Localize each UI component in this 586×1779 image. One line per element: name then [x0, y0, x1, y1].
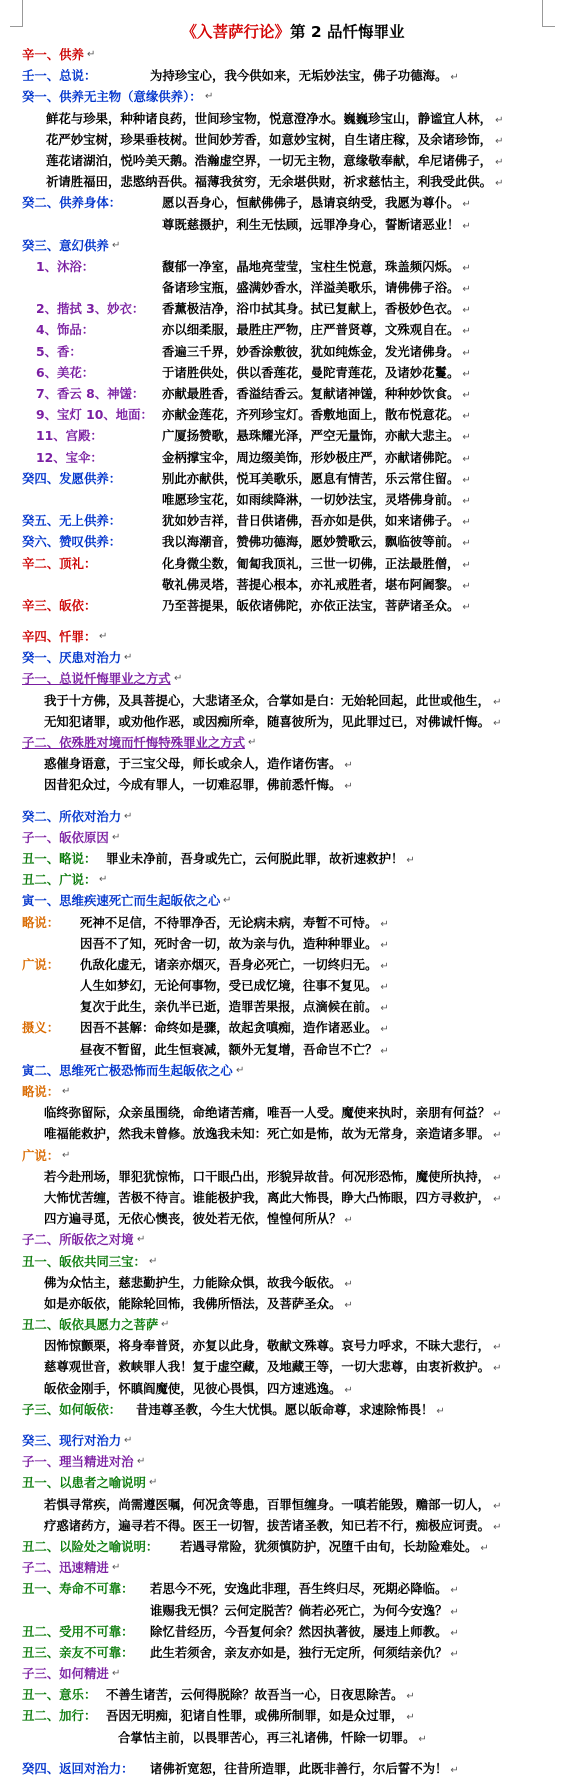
paragraph-mark-icon: ↵ [124, 1435, 133, 1446]
paragraph-mark-icon: ↵ [112, 1562, 121, 1574]
verse-text: 若今赴刑场，罪犯犹惊怖，口干眼凸出，形貌异故昔。何况形恐怖，魔使所执持， ↵ [44, 1168, 502, 1184]
verse-text: 亦以细柔服，最胜庄严物，庄严普贤尊，文殊观自在。 ↵ [162, 322, 471, 338]
document-line [0, 44, 586, 65]
document-line [0, 1102, 586, 1123]
paragraph-mark-icon: ↵ [462, 347, 471, 359]
document-line [0, 1017, 586, 1038]
paragraph-mark-icon: ↵ [480, 1542, 489, 1554]
verse-text: 若遇寻常险，犹须慎防护，况堕千由旬，长劫险难处。 ↵ [180, 1538, 489, 1554]
paragraph-mark-icon: ↵ [112, 1668, 121, 1680]
document-line [0, 912, 586, 933]
document-line [0, 1187, 586, 1208]
paragraph-mark-icon: ↵ [344, 1278, 353, 1290]
document-line [0, 1081, 586, 1102]
document-line [0, 933, 586, 954]
verse-text: 敬礼佛灵塔，菩提心根本，亦礼戒胜者，堪布阿阇黎。 ↵ [162, 576, 471, 592]
paragraph-mark-icon: ↵ [112, 239, 121, 251]
document-line [0, 1378, 586, 1399]
paragraph-mark-icon: ↵ [495, 135, 504, 147]
paragraph-mark-icon: ↵ [248, 737, 257, 748]
document-line [0, 574, 586, 595]
document-line [0, 1600, 586, 1621]
verse-text: 犹如妙吉祥，昔日供诸佛，吾亦如是供，如来诸佛子。 ↵ [162, 513, 471, 529]
document-line [0, 383, 586, 404]
document-line [0, 616, 586, 626]
document-line [0, 65, 586, 86]
outline-heading: 11、宫殿： [36, 428, 103, 444]
verse-text: 花严妙宝树，珍果垂枝树。世间妙芳香，如意妙宝树，自生诸庄稼，及余诸珍饰， ↵ [46, 131, 504, 147]
outline-heading: 丑一、皈依共同三宝： [22, 1253, 146, 1269]
document-line [0, 1758, 586, 1779]
paragraph-mark-icon: ↵ [62, 1149, 71, 1161]
paragraph-mark-icon: ↵ [493, 1521, 502, 1533]
verse-text: 莲花诸湖泊，悦吟美天鹅。浩瀚虚空界，一切无主物，意缘敬奉献，牟尼诸佛子， ↵ [46, 152, 504, 168]
paragraph-mark-icon: ↵ [236, 1064, 245, 1076]
document-line [0, 806, 586, 827]
verse-text: 皈依金刚手，怀瞋阎魔使，见彼心畏惧，四方速逃逸。 ↵ [44, 1380, 353, 1396]
verse-text: 合掌怙主前，以畏罪苦心，再三礼诸佛，忏除一切罪。 ↵ [118, 1729, 427, 1745]
verse-text: 惑催身语意，于三宝父母，师长或余人，造作诸伤害。 ↵ [44, 756, 353, 772]
document-line [0, 214, 586, 235]
verse-text: 佛为众怙主，慈悲勤护生，力能除众惧，故我今皈依。 ↵ [44, 1274, 353, 1290]
outline-heading: 子三、如何皈依： [22, 1401, 122, 1417]
paragraph-mark-icon: ↵ [344, 1384, 353, 1396]
outline-heading: 2、揩拭 3、妙衣： [36, 301, 145, 317]
document-line [0, 256, 586, 277]
paragraph-mark-icon: ↵ [450, 1585, 459, 1597]
outline-heading: 略说： [22, 914, 60, 930]
verse-text: 香薰极洁净，浴巾拭其身。拭已复献上，香极妙色衣。 ↵ [162, 301, 471, 317]
outline-heading: 子二、迅速精进 [22, 1560, 109, 1576]
paragraph-mark-icon: ↵ [495, 178, 504, 190]
document-line [0, 86, 586, 107]
document-line [0, 1208, 586, 1229]
document-line [0, 192, 586, 213]
document-line [0, 1399, 586, 1420]
document-line [0, 150, 586, 171]
outline-heading: 7、香云 8、神馐： [36, 386, 145, 401]
outline-heading: 5、香： [36, 343, 82, 359]
paragraph-mark-icon: ↵ [462, 390, 471, 401]
verse-text: 如是亦皈依，能除轮回怖，我佛所悟法，及菩萨圣众。 ↵ [44, 1295, 353, 1311]
outline-heading: 摄义： [22, 1020, 60, 1036]
outline-heading: 丑二、受用不可靠： [22, 1623, 134, 1639]
verse-text: 金柄撑宝伞，周边缀美饰，形妙极庄严，亦献诸佛陀。 ↵ [162, 449, 471, 465]
document-line [0, 531, 586, 552]
document-line [0, 319, 586, 340]
document-line [0, 954, 586, 975]
document-line [0, 553, 586, 574]
verse-text: 人生如梦幻，无论何事物，受已成忆境，往事不复见。 ↵ [80, 978, 389, 994]
paragraph-mark-icon: ↵ [462, 559, 471, 571]
document-line [0, 1727, 586, 1748]
outline-heading: 6、美花： [36, 364, 95, 380]
outline-heading: 癸四、发愿供养： [22, 470, 122, 486]
outline-heading: 辛三、皈依： [22, 597, 97, 613]
outline-heading: 丑二、以险处之喻说明： [22, 1538, 159, 1554]
outline-heading: 丑一、以患者之喻说明 [22, 1475, 146, 1491]
outline-heading: 癸六、赞叹供养： [22, 534, 122, 550]
paragraph-mark-icon: ↵ [462, 432, 471, 444]
outline-heading: 广说： [22, 1147, 60, 1163]
paragraph-mark-icon: ↵ [462, 284, 471, 296]
outline-heading: 4、饰品： [36, 322, 95, 338]
paragraph-mark-icon: ↵ [462, 220, 471, 232]
verse-text: 我于十方佛，及具菩提心，大悲诸圣众，合掌如是白：无始轮回起，此世或他生， ↵ [44, 692, 502, 708]
outline-heading: 丑一、意乐： [22, 1687, 97, 1703]
outline-heading: 丑二、加行： [22, 1708, 97, 1724]
paragraph-mark-icon: ↵ [149, 1477, 158, 1489]
document-line [0, 1145, 586, 1166]
verse-text: 疗惑诸药方，遍寻若不得。医王一切智，拔苦诸圣教，知已若不行，痴极应诃责。 ↵ [44, 1517, 502, 1533]
outline-heading: 癸一、厌患对治力 [22, 650, 122, 666]
document-line [0, 595, 586, 616]
verse-text: 馥郁一净室，晶地亮莹莹，宝柱生悦意，珠盖频闪烁。 ↵ [162, 258, 471, 274]
paragraph-mark-icon: ↵ [87, 49, 96, 60]
paragraph-mark-icon: ↵ [418, 1733, 427, 1745]
document-line [0, 774, 586, 795]
document-line [0, 510, 586, 531]
document-line [0, 753, 586, 774]
document-line [0, 468, 586, 489]
paragraph-mark-icon: ↵ [124, 810, 133, 822]
verse-text: 为持珍宝心，我今供如来，无垢妙法宝，佛子功德海。 ↵ [150, 68, 459, 84]
paragraph-mark-icon: ↵ [493, 717, 502, 729]
verse-text: 因吾不了知，死时舍一切，故为亲与仇，造种种罪业。 ↵ [80, 935, 389, 951]
document-line [0, 298, 586, 319]
verse-text: 因吾不甚解：命终如是骤，故起贪嗔痴，造作诸恶业。 ↵ [80, 1020, 389, 1036]
paragraph-mark-icon: ↵ [462, 262, 471, 274]
paragraph-mark-icon: ↵ [462, 199, 471, 211]
paragraph-mark-icon: ↵ [380, 1045, 389, 1057]
paragraph-mark-icon: ↵ [462, 538, 471, 550]
document-line [0, 425, 586, 446]
paragraph-mark-icon: ↵ [450, 1627, 459, 1639]
paragraph-mark-icon: ↵ [493, 1363, 502, 1375]
document-line [0, 690, 586, 711]
document-line [0, 341, 586, 362]
paragraph-mark-icon: ↵ [493, 1130, 502, 1142]
verse-text: 化身微尘数，匍匐我顶礼，三世一切佛，正法最胜僧， ↵ [162, 555, 471, 571]
document-line [0, 404, 586, 425]
outline-heading: 子二、所皈依之对境 [22, 1232, 134, 1248]
document-line [0, 1515, 586, 1536]
outline-heading: 广说： [22, 956, 60, 972]
verse-text: 别此亦献供，悦耳美歌乐，愿息有情苦，乐云常住留。 ↵ [162, 470, 471, 486]
verse-text: 昔违尊圣教，今生大忧惧。愿以皈命尊，求速除怖畏！ ↵ [136, 1401, 445, 1417]
document-line [0, 1229, 586, 1250]
paragraph-mark-icon: ↵ [99, 631, 108, 643]
paragraph-mark-icon: ↵ [462, 474, 471, 486]
document-line [0, 732, 586, 753]
title-book-name: 《入菩萨行论》 [181, 23, 290, 41]
document-line [0, 848, 586, 869]
outline-heading: 丑一、略说： [22, 850, 97, 866]
document-line [0, 1536, 586, 1557]
document-line [0, 1684, 586, 1705]
document-line [0, 447, 586, 468]
paragraph-mark-icon: ↵ [380, 918, 389, 930]
outline-heading: 辛一、供养 [22, 47, 84, 62]
paragraph-mark-icon: ↵ [124, 652, 133, 664]
outline-heading: 癸二、所依对治力 [22, 808, 122, 824]
verse-text: 昼夜不暂留，此生恒衰减，额外无复增，吾命岂不亡？ ↵ [80, 1041, 389, 1057]
outline-heading: 子三、如何精进 [22, 1666, 109, 1682]
document-line [0, 1578, 586, 1599]
paragraph-mark-icon: ↵ [62, 1086, 71, 1097]
paragraph-mark-icon: ↵ [344, 760, 353, 772]
document-line [0, 1705, 586, 1726]
document-line [0, 647, 586, 668]
document-line [0, 1451, 586, 1472]
paragraph-mark-icon: ↵ [380, 982, 389, 994]
document-line [0, 1420, 586, 1430]
outline-heading: 丑三、亲友不可靠： [22, 1644, 134, 1660]
outline-heading: 壬一、总说： [22, 68, 97, 84]
verse-text: 此生若须舍，亲友亦如是，独行无定所，何须结亲仇？ ↵ [150, 1644, 459, 1660]
paragraph-mark-icon: ↵ [462, 411, 471, 423]
outline-heading: 癸三、意幻供养 [22, 237, 109, 253]
document-line [0, 1748, 586, 1758]
outline-heading: 寅一、思维疾速死亡而生起皈依之心 [22, 893, 221, 909]
outline-heading: 癸三、现行对治力 [22, 1433, 122, 1448]
paragraph-mark-icon: ↵ [205, 91, 214, 103]
outline-heading: 癸一、供养无主物（意缘供养）： [22, 89, 202, 105]
paragraph-mark-icon: ↵ [436, 1405, 445, 1417]
document-line [0, 1314, 586, 1335]
document-line [0, 975, 586, 996]
paragraph-mark-icon: ↵ [493, 1342, 502, 1354]
paragraph-mark-icon: ↵ [462, 368, 471, 380]
verse-text: 亦献金莲花，齐列珍宝灯。香敷地面上，散布悦意花。 ↵ [162, 407, 471, 423]
document-line [0, 1663, 586, 1684]
document-line [0, 1472, 586, 1493]
paragraph-mark-icon: ↵ [406, 1712, 415, 1724]
verse-text: 若思今不死，安逸此非理，吾生终归尽，死期必降临。 ↵ [150, 1581, 459, 1597]
paragraph-mark-icon: ↵ [137, 1456, 146, 1468]
paragraph-mark-icon: ↵ [161, 1319, 170, 1331]
verse-text: 临终弥留际，众亲虽围绕，命绝诸苦痛，唯吾一人受。魔使来执时，亲朋有何益？ ↵ [44, 1105, 502, 1121]
outline-heading: 略说： [22, 1084, 60, 1099]
paragraph-mark-icon: ↵ [493, 1193, 502, 1205]
verse-text: 慈尊观世音，救峡罪人我！复于虚空藏，及地藏王等，一切大悲尊，由衷祈救护。 ↵ [44, 1359, 502, 1375]
verse-text: 我以海潮音，赞佛功德海，愿妙赞歌云，飘临彼等前。 ↵ [162, 534, 471, 550]
paragraph-mark-icon: ↵ [380, 960, 389, 972]
outline-heading: 9、宝灯 10、地面： [36, 407, 153, 423]
document-line [0, 711, 586, 732]
paragraph-mark-icon: ↵ [174, 673, 183, 685]
verse-text: 谁赐我无惧？云何定脱苦？倘若必死亡，为何今安逸？ ↵ [150, 1602, 459, 1618]
document-line [0, 1335, 586, 1356]
document-line [0, 1621, 586, 1642]
document-line [0, 129, 586, 150]
verse-text: 除忆昔经历，今吾复何余？然因执著彼，屡违上师教。 ↵ [150, 1623, 459, 1639]
verse-text: 唯福能救护，然我未曾修。放逸我未知：死亡如是怖，故为无常身，亲造诸多罪。 ↵ [44, 1126, 502, 1142]
paragraph-mark-icon: ↵ [99, 874, 108, 886]
document-line [0, 668, 586, 689]
verse-text: 备诸珍宝瓶，盛满妙香水，洋溢美歌乐，请佛佛子浴。 ↵ [162, 280, 471, 296]
document-title [0, 20, 586, 42]
document-line [0, 489, 586, 510]
document-line [0, 869, 586, 890]
verse-text: 罪业未净前，吾身或先亡，云何脱此罪，故祈速救护！ ↵ [106, 850, 415, 866]
document-line [0, 1642, 586, 1663]
outline-heading: 癸二、供养身体： [22, 195, 122, 211]
title-chapter: 第 2 品忏悔罪业 [289, 23, 405, 41]
verse-text: 于诸胜供处，供以香莲花，曼陀青莲花，及诸妙花鬘。 ↵ [162, 364, 471, 380]
paragraph-mark-icon: ↵ [223, 895, 232, 907]
outline-heading: 寅二、思维死亡极恐怖而生起皈依之心 [22, 1062, 233, 1078]
verse-text: 亦献最胜香，香溢结香云。复献诸神馐，种种妙饮食。 ↵ [162, 386, 471, 401]
paragraph-mark-icon: ↵ [450, 1648, 459, 1660]
paragraph-mark-icon: ↵ [112, 831, 121, 843]
paragraph-mark-icon: ↵ [344, 1299, 353, 1311]
paragraph-mark-icon: ↵ [450, 1606, 459, 1618]
paragraph-mark-icon: ↵ [493, 696, 502, 708]
verse-text: 香遍三千界，妙香涂敷彼，犹如纯炼金，发光诸佛身。 ↵ [162, 343, 471, 359]
paragraph-mark-icon: ↵ [493, 1500, 502, 1512]
outline-heading: 癸四、返回对治力： [22, 1760, 134, 1776]
paragraph-mark-icon: ↵ [462, 601, 471, 613]
document-line [0, 1039, 586, 1060]
document-line [0, 796, 586, 806]
document-line [0, 277, 586, 298]
outline-heading: 丑二、广说： [22, 872, 97, 888]
outline-heading: 子一、总说忏悔罪业之方式 [22, 671, 171, 687]
outline-heading: 12、宝伞： [36, 449, 103, 465]
outline-heading: 癸五、无上供养： [22, 513, 122, 529]
verse-text: 因昔犯众过，今成有罪人，一切难忍罪，佛前悉忏悔。 ↵ [44, 777, 353, 793]
document-line [0, 362, 586, 383]
verse-text: 鲜花与珍果，种种诸良药，世间珍宝物，悦意澄净水。巍巍珍宝山，静谧宜人林， ↵ [46, 110, 504, 126]
document-line [0, 171, 586, 192]
paragraph-mark-icon: ↵ [380, 1024, 389, 1036]
paragraph-mark-icon: ↵ [462, 326, 471, 338]
document-line [0, 1356, 586, 1377]
document-body [0, 44, 586, 1779]
verse-text: 诸佛祈宽恕，往昔所造罪，此既非善行，尔后誓不为！ ↵ [150, 1760, 459, 1776]
outline-heading: 丑一、寿命不可靠： [22, 1581, 134, 1597]
paragraph-mark-icon: ↵ [450, 72, 459, 84]
outline-heading: 辛二、顶礼： [22, 555, 97, 571]
verse-text: 愿以吾身心，恒献佛佛子，恳请哀纳受，我愿为尊仆。 ↵ [162, 195, 471, 211]
paragraph-mark-icon: ↵ [406, 1691, 415, 1703]
outline-heading: 子一、皈依原因 [22, 829, 109, 845]
paragraph-mark-icon: ↵ [462, 580, 471, 592]
document-line [0, 1060, 586, 1081]
paragraph-mark-icon: ↵ [406, 854, 415, 866]
verse-text: 大怖忧苦缠，苦极不待言。谁能极护我，离此大怖畏，睁大凸怖眼，四方寻救护， ↵ [44, 1189, 502, 1205]
paragraph-mark-icon: ↵ [493, 1109, 502, 1121]
verse-text: 若惧寻常疾，尚需遵医嘱，何况贪等患，百罪恒缠身。一嗔若能毁，赡部一切人， ↵ [44, 1496, 502, 1512]
verse-text: 无知犯诸罪，或劝他作恶，或因痴所牵，随喜彼所为，见此罪过已，对佛诚忏悔。 ↵ [44, 713, 502, 729]
verse-text: 因怖惊颤栗，将身奉普贤，亦复以此身，敬献文殊尊。哀号力呼求，不昧大悲行， ↵ [44, 1338, 502, 1354]
document-line [0, 235, 586, 256]
document-line [0, 108, 586, 129]
verse-text: 广厦扬赞歌，悬珠耀光泽，严空无量饰，亦献大悲主。 ↵ [162, 428, 471, 444]
paragraph-mark-icon: ↵ [380, 1003, 389, 1015]
document-line [0, 1251, 586, 1272]
outline-heading: 子二、依殊胜对境而忏悔特殊罪业之方式 [22, 735, 246, 750]
paragraph-mark-icon: ↵ [344, 781, 353, 793]
outline-heading: 1、沐浴： [36, 258, 95, 274]
paragraph-mark-icon: ↵ [495, 156, 504, 168]
paragraph-mark-icon: ↵ [462, 453, 471, 465]
outline-heading: 辛四、忏罪： [22, 629, 97, 645]
verse-text: 唯愿珍宝花，如雨续降淋，一切妙法宝，灵塔佛身前。 ↵ [162, 491, 471, 507]
paragraph-mark-icon: ↵ [493, 1172, 502, 1184]
verse-text: 吾因无明痴，犯诸自性罪，或佛所制罪，如是众过罪， ↵ [106, 1708, 415, 1724]
paragraph-mark-icon: ↵ [344, 1215, 353, 1227]
document-line [0, 1123, 586, 1144]
document-line [0, 1293, 586, 1314]
paragraph-mark-icon: ↵ [380, 939, 389, 951]
document-line [0, 890, 586, 911]
paragraph-mark-icon: ↵ [450, 1764, 459, 1776]
document-line [0, 827, 586, 848]
outline-heading: 丑二、皈依具愿力之菩萨 [22, 1317, 159, 1333]
paragraph-mark-icon: ↵ [462, 305, 471, 317]
paragraph-mark-icon: ↵ [462, 495, 471, 507]
verse-text: 祈请胜福田，悲愍纳吾供。福薄我贫穷，无余堪供财，祈求慈怙主，利我受此供。 ↵ [46, 174, 504, 190]
verse-text: 四方遍寻觅，无依心懊丧，彼处若无依，惶惶何所从？ ↵ [44, 1211, 353, 1227]
verse-text: 仇敌化虚无，诸亲亦烟灭，吾身必死亡，一切终归无。 ↵ [80, 956, 389, 972]
verse-text: 尊既慈摄护，利生无怯顾，远罪净身心，誓断诸恶业！ ↵ [162, 216, 471, 232]
document-line [0, 1166, 586, 1187]
document-line [0, 626, 586, 647]
paragraph-mark-icon: ↵ [137, 1234, 146, 1246]
paragraph-mark-icon: ↵ [149, 1255, 158, 1267]
outline-heading: 子一、理当精进对治 [22, 1454, 134, 1470]
document-line [0, 996, 586, 1017]
document-line [0, 1430, 586, 1451]
paragraph-mark-icon: ↵ [462, 517, 471, 529]
document-line [0, 1494, 586, 1515]
verse-text: 乃至菩提果，皈依诸佛陀，亦依正法宝，菩萨诸圣众。 ↵ [162, 597, 471, 613]
verse-text: 复次于此生，亲仇半已逝，造罪苦果报，点滴候在前。 ↵ [80, 999, 389, 1015]
paragraph-mark-icon: ↵ [495, 114, 504, 126]
verse-text: 不善生诸苦，云何得脱除？故吾当一心，日夜思除苦。 ↵ [106, 1687, 415, 1703]
verse-text: 死神不足信，不待罪净否，无论病未病，寿暂不可恃。 ↵ [80, 914, 389, 930]
document-line [0, 1557, 586, 1578]
document-line [0, 1272, 586, 1293]
